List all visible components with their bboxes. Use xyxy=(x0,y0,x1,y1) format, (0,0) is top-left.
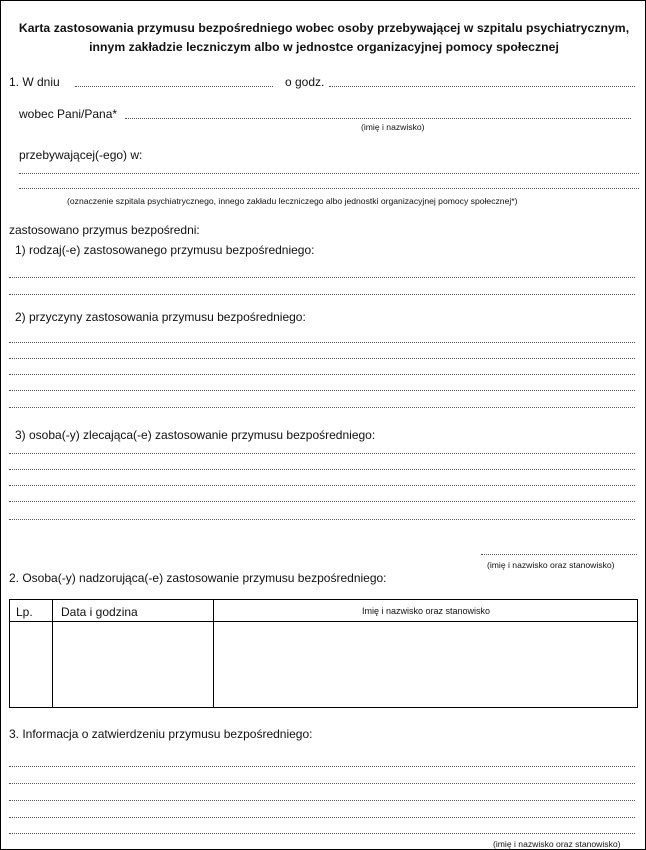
place-field-line2[interactable] xyxy=(19,188,639,189)
coercion-type-field-line2[interactable] xyxy=(9,294,635,295)
approval-field-line2[interactable] xyxy=(9,783,635,784)
approval-label: 3. Informacja o zatwierdzeniu przymusu bezpośredniego: xyxy=(9,727,313,741)
form-title-line2: innym zakładzie leczniczym albo w jednostce organizacyjnej pomocy społecznej xyxy=(89,40,559,54)
reasons-field-line4[interactable] xyxy=(9,390,635,391)
date-label: 1. W dniu xyxy=(9,75,60,89)
reasons-field-line3[interactable] xyxy=(9,374,635,375)
approval-field-line4[interactable] xyxy=(9,817,635,818)
coercion-reasons-label: 2) przyczyny zastosowania przymusu bezpośredniego: xyxy=(15,310,306,324)
col-header-lp: Lp. xyxy=(16,605,33,619)
cell-lp[interactable] xyxy=(10,622,52,708)
signature-caption-2: (imię i nazwisko oraz stanowisko) xyxy=(493,839,621,849)
approval-field-line5[interactable] xyxy=(9,833,635,834)
signature-field-1[interactable] xyxy=(481,554,637,555)
coercion-type-label: 1) rodzaj(-e) zastosowanego przymusu bezpośredniego: xyxy=(15,243,315,257)
ordering-field-line1[interactable] xyxy=(9,453,635,454)
supervisors-label: 2. Osoba(-y) nadzorująca(-e) zastosowanie przymusu bezpośredniego: xyxy=(9,571,387,585)
form-title-line1: Karta zastosowania przymusu bezpośredniego wobec osoby przebywającej w szpitalu psychiatrycznym, xyxy=(18,21,630,35)
reasons-field-line1[interactable] xyxy=(9,342,635,343)
reasons-field-line5[interactable] xyxy=(9,407,635,408)
time-label: o godz. xyxy=(285,75,325,89)
col-header-name: Imię i nazwisko oraz stanowisko xyxy=(361,606,491,616)
date-field[interactable] xyxy=(75,86,273,87)
person-name-field[interactable] xyxy=(125,118,631,119)
coercion-type-field-line1[interactable] xyxy=(9,277,635,278)
person-label: wobec Pani/Pana* xyxy=(19,107,118,121)
signature-caption-1: (imię i nazwisko oraz stanowisko) xyxy=(487,560,615,570)
place-caption: (oznaczenie szpitala psychiatrycznego, innego zakładu leczniczego albo jednostki organizacyjnej pomocy społecznej*) xyxy=(67,196,518,206)
ordering-field-line4[interactable] xyxy=(9,501,635,502)
person-caption: (imię i nazwisko) xyxy=(361,122,425,132)
ordering-field-line2[interactable] xyxy=(9,469,635,470)
col-header-date: Data i godzina xyxy=(61,605,138,619)
ordering-field-line3[interactable] xyxy=(9,485,635,486)
place-field-line1[interactable] xyxy=(19,173,639,174)
supervisors-table xyxy=(9,599,638,708)
applied-label: zastosowano przymus bezpośredni: xyxy=(9,223,200,237)
ordering-field-line5[interactable] xyxy=(9,519,635,520)
cell-date[interactable] xyxy=(53,622,213,708)
place-label: przebywającej(-ego) w: xyxy=(19,148,143,162)
approval-field-line3[interactable] xyxy=(9,800,635,801)
approval-field-line1[interactable] xyxy=(9,766,635,767)
time-field[interactable] xyxy=(329,86,635,87)
ordering-person-label: 3) osoba(-y) zlecająca(-e) zastosowanie przymusu bezpośredniego: xyxy=(15,428,376,442)
cell-name[interactable] xyxy=(214,622,638,708)
reasons-field-line2[interactable] xyxy=(9,358,635,359)
